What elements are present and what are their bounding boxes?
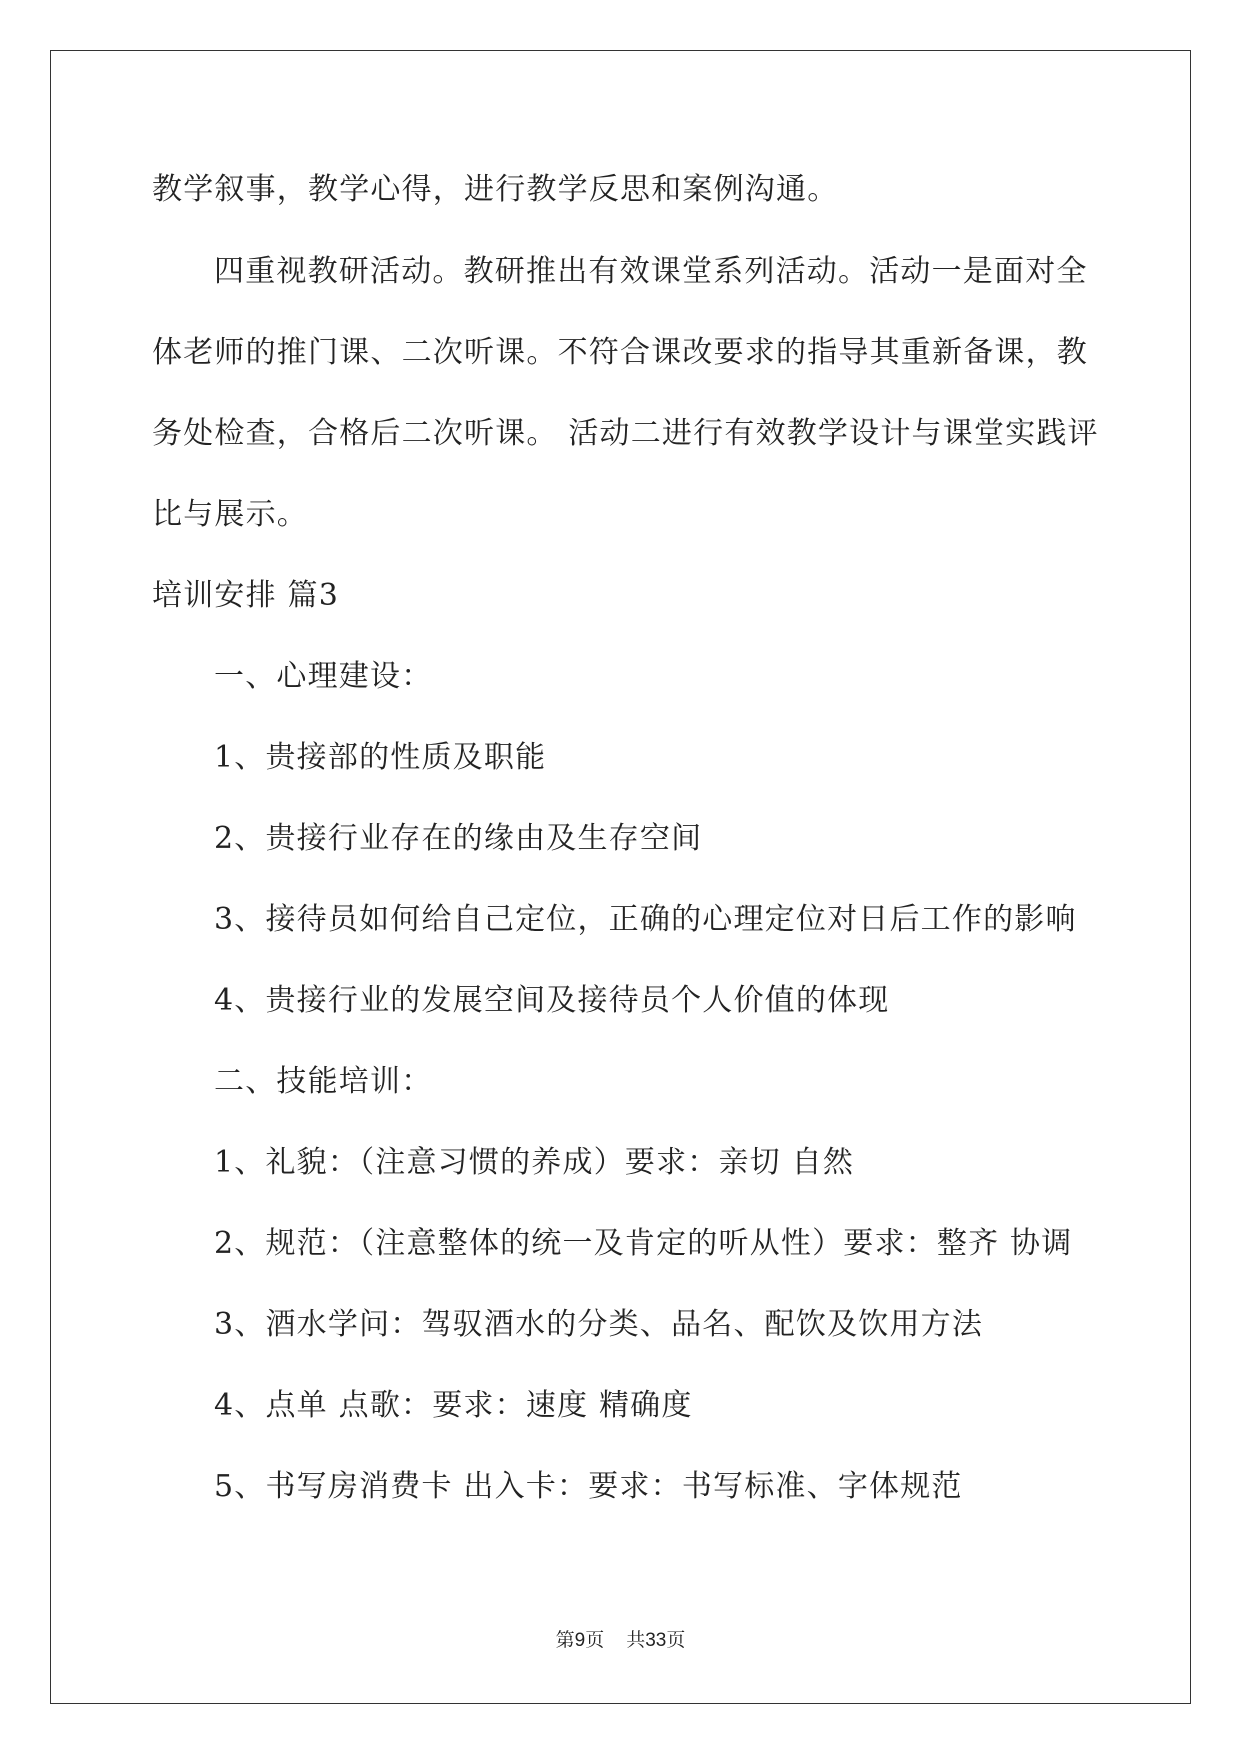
- footer-total-pages: 33: [645, 1630, 667, 1651]
- footer-page-number: 9: [574, 1630, 586, 1651]
- text-line-1: 教学叙事，教学心得，进行教学反思和案例沟通。: [152, 172, 839, 207]
- text-line-11: 4、贵接行业的发展空间及接待员个人价值的体现: [214, 983, 890, 1018]
- text-line-17: 5、书写房消费卡 出入卡：要求：书写标准、字体规范: [214, 1469, 963, 1504]
- footer-total-suffix: 页: [666, 1629, 686, 1651]
- text-line-14: 2、规范：（注意整体的统一及肯定的听从性）要求：整齐 协调: [214, 1226, 1073, 1261]
- footer-total-prefix: 共: [626, 1629, 646, 1651]
- text-line-2: 四重视教研活动。教研推出有效课堂系列活动。活动一是面对全: [214, 254, 1088, 289]
- page-border: [50, 50, 1191, 1704]
- section-heading: 培训安排 篇3: [152, 578, 340, 613]
- text-line-4: 务处检查，合格后二次听课。 活动二进行有效教学设计与课堂实践评: [152, 416, 1099, 451]
- text-line-5: 比与展示。: [152, 497, 308, 532]
- text-line-9: 2、贵接行业存在的缘由及生存空间: [214, 821, 703, 856]
- text-line-13: 1、礼貌：（注意习惯的养成）要求：亲切 自然: [214, 1145, 855, 1180]
- footer-page-suffix: 页: [585, 1629, 605, 1651]
- text-line-8: 1、贵接部的性质及职能: [214, 740, 547, 775]
- text-line-12: 二、技能培训：: [214, 1064, 433, 1099]
- text-line-7: 一、心理建设：: [214, 659, 433, 694]
- text-line-10: 3、接待员如何给自己定位，正确的心理定位对日后工作的影响: [214, 902, 1077, 937]
- footer-page-prefix: 第: [555, 1629, 575, 1651]
- text-line-3: 体老师的推门课、二次听课。不符合课改要求的指导其重新备课，教: [152, 335, 1088, 370]
- text-line-15: 3、酒水学问：驾驭酒水的分类、品名、配饮及饮用方法: [214, 1307, 984, 1342]
- page-footer: [0, 1628, 1241, 1653]
- text-line-16: 4、点单 点歌：要求：速度 精确度: [214, 1388, 693, 1423]
